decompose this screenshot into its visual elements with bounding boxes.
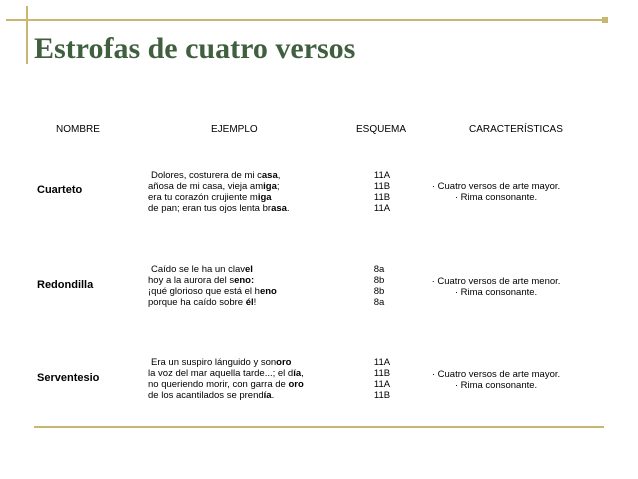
verse-text: porque ha caído sobre <box>148 297 246 308</box>
schema-line: 11A <box>373 170 391 181</box>
verse-line <box>148 170 290 181</box>
verse-text: Era un suspiro lánguido y son <box>151 357 277 368</box>
verse-text: Caído se le ha un clav <box>151 264 246 275</box>
bottom-divider <box>34 426 604 428</box>
verse-rhyme: oro <box>288 379 304 390</box>
verse-line <box>148 379 304 390</box>
header-ejemplo: EJEMPLO <box>211 124 258 135</box>
characteristics-block <box>416 369 576 391</box>
verse-text: , <box>301 368 304 379</box>
verse-block <box>148 357 304 401</box>
verse-line <box>148 203 290 214</box>
verse-text: , <box>277 170 281 181</box>
verse-rhyme: ía <box>263 390 272 401</box>
row-name: Cuarteto <box>37 184 83 196</box>
schema-line: 8b <box>373 286 385 297</box>
verse-text: ! <box>253 297 257 308</box>
characteristic-line: · Cuatro versos de arte mayor. <box>431 369 561 380</box>
schema-line: 11B <box>373 181 391 192</box>
verse-line <box>148 390 304 401</box>
characteristic-line: · Rima consonante. <box>454 380 538 391</box>
verse-line <box>148 192 290 203</box>
verse-block <box>148 170 290 214</box>
header-nombre: NOMBRE <box>56 124 100 135</box>
verse-text: Dolores, costurera de mi c <box>151 170 262 181</box>
characteristics-block <box>416 276 576 298</box>
verse-text: la voz del mar aquella tarde...; el d <box>148 368 294 379</box>
verse-rhyme: oro <box>276 357 292 368</box>
verse-line <box>148 357 304 368</box>
schema-line: 11A <box>373 357 391 368</box>
schema-line: 11A <box>373 203 391 214</box>
verse-text: . <box>271 390 275 401</box>
schema-line: 11B <box>373 390 391 401</box>
left-divider <box>26 6 28 64</box>
verse-rhyme: iga <box>257 192 272 203</box>
schema-line: 11B <box>373 368 391 379</box>
schema-block <box>370 170 394 214</box>
schema-line: 11A <box>373 379 391 390</box>
verse-text: de pan; eran tus ojos lenta br <box>148 203 272 214</box>
characteristics-block <box>416 181 576 203</box>
verse-text: era tu corazón crujiente m <box>148 192 258 203</box>
verse-text: hoy a la aurora del s <box>148 275 235 286</box>
top-divider-cap <box>602 17 608 23</box>
verse-text: ; <box>276 181 280 192</box>
characteristic-line: · Rima consonante. <box>454 192 538 203</box>
verse-text: añosa de mi casa, vieja am <box>148 181 264 192</box>
verse-text: ¡qué glorioso que está el h <box>148 286 260 297</box>
characteristic-line: · Rima consonante. <box>454 287 538 298</box>
top-divider <box>6 19 602 21</box>
verse-rhyme: eno: <box>234 275 255 286</box>
schema-line: 11B <box>373 192 391 203</box>
row-name: Redondilla <box>37 279 94 291</box>
verse-line <box>148 297 277 308</box>
row-name: Serventesio <box>37 372 100 384</box>
verse-block <box>148 264 277 308</box>
header-caracteristicas: CARACTERÍSTICAS <box>469 124 563 135</box>
schema-line: 8a <box>373 297 385 308</box>
schema-block <box>368 264 390 308</box>
verse-line <box>148 264 277 275</box>
verse-line <box>148 275 277 286</box>
verse-line <box>148 286 277 297</box>
verse-rhyme: asa <box>271 203 287 214</box>
verse-rhyme: él <box>245 297 254 308</box>
characteristic-line: · Cuatro versos de arte menor. <box>431 276 561 287</box>
schema-block <box>370 357 394 401</box>
verse-text: . <box>286 203 290 214</box>
verse-rhyme: eno <box>259 286 277 297</box>
verse-rhyme: ía <box>293 368 302 379</box>
verse-line <box>148 181 290 192</box>
verse-line <box>148 368 304 379</box>
schema-line: 8a <box>373 264 385 275</box>
verse-rhyme: el <box>245 264 253 275</box>
schema-line: 8b <box>373 275 385 286</box>
verse-text: no queriendo morir, con garra de <box>148 379 289 390</box>
verse-rhyme: asa <box>261 170 278 181</box>
verse-rhyme: iga <box>263 181 277 192</box>
header-esquema: ESQUEMA <box>356 124 407 135</box>
page-title: Estrofas de cuatro versos <box>34 32 356 65</box>
verse-text: de los acantilados se prend <box>148 390 264 401</box>
characteristic-line: · Cuatro versos de arte mayor. <box>431 181 561 192</box>
